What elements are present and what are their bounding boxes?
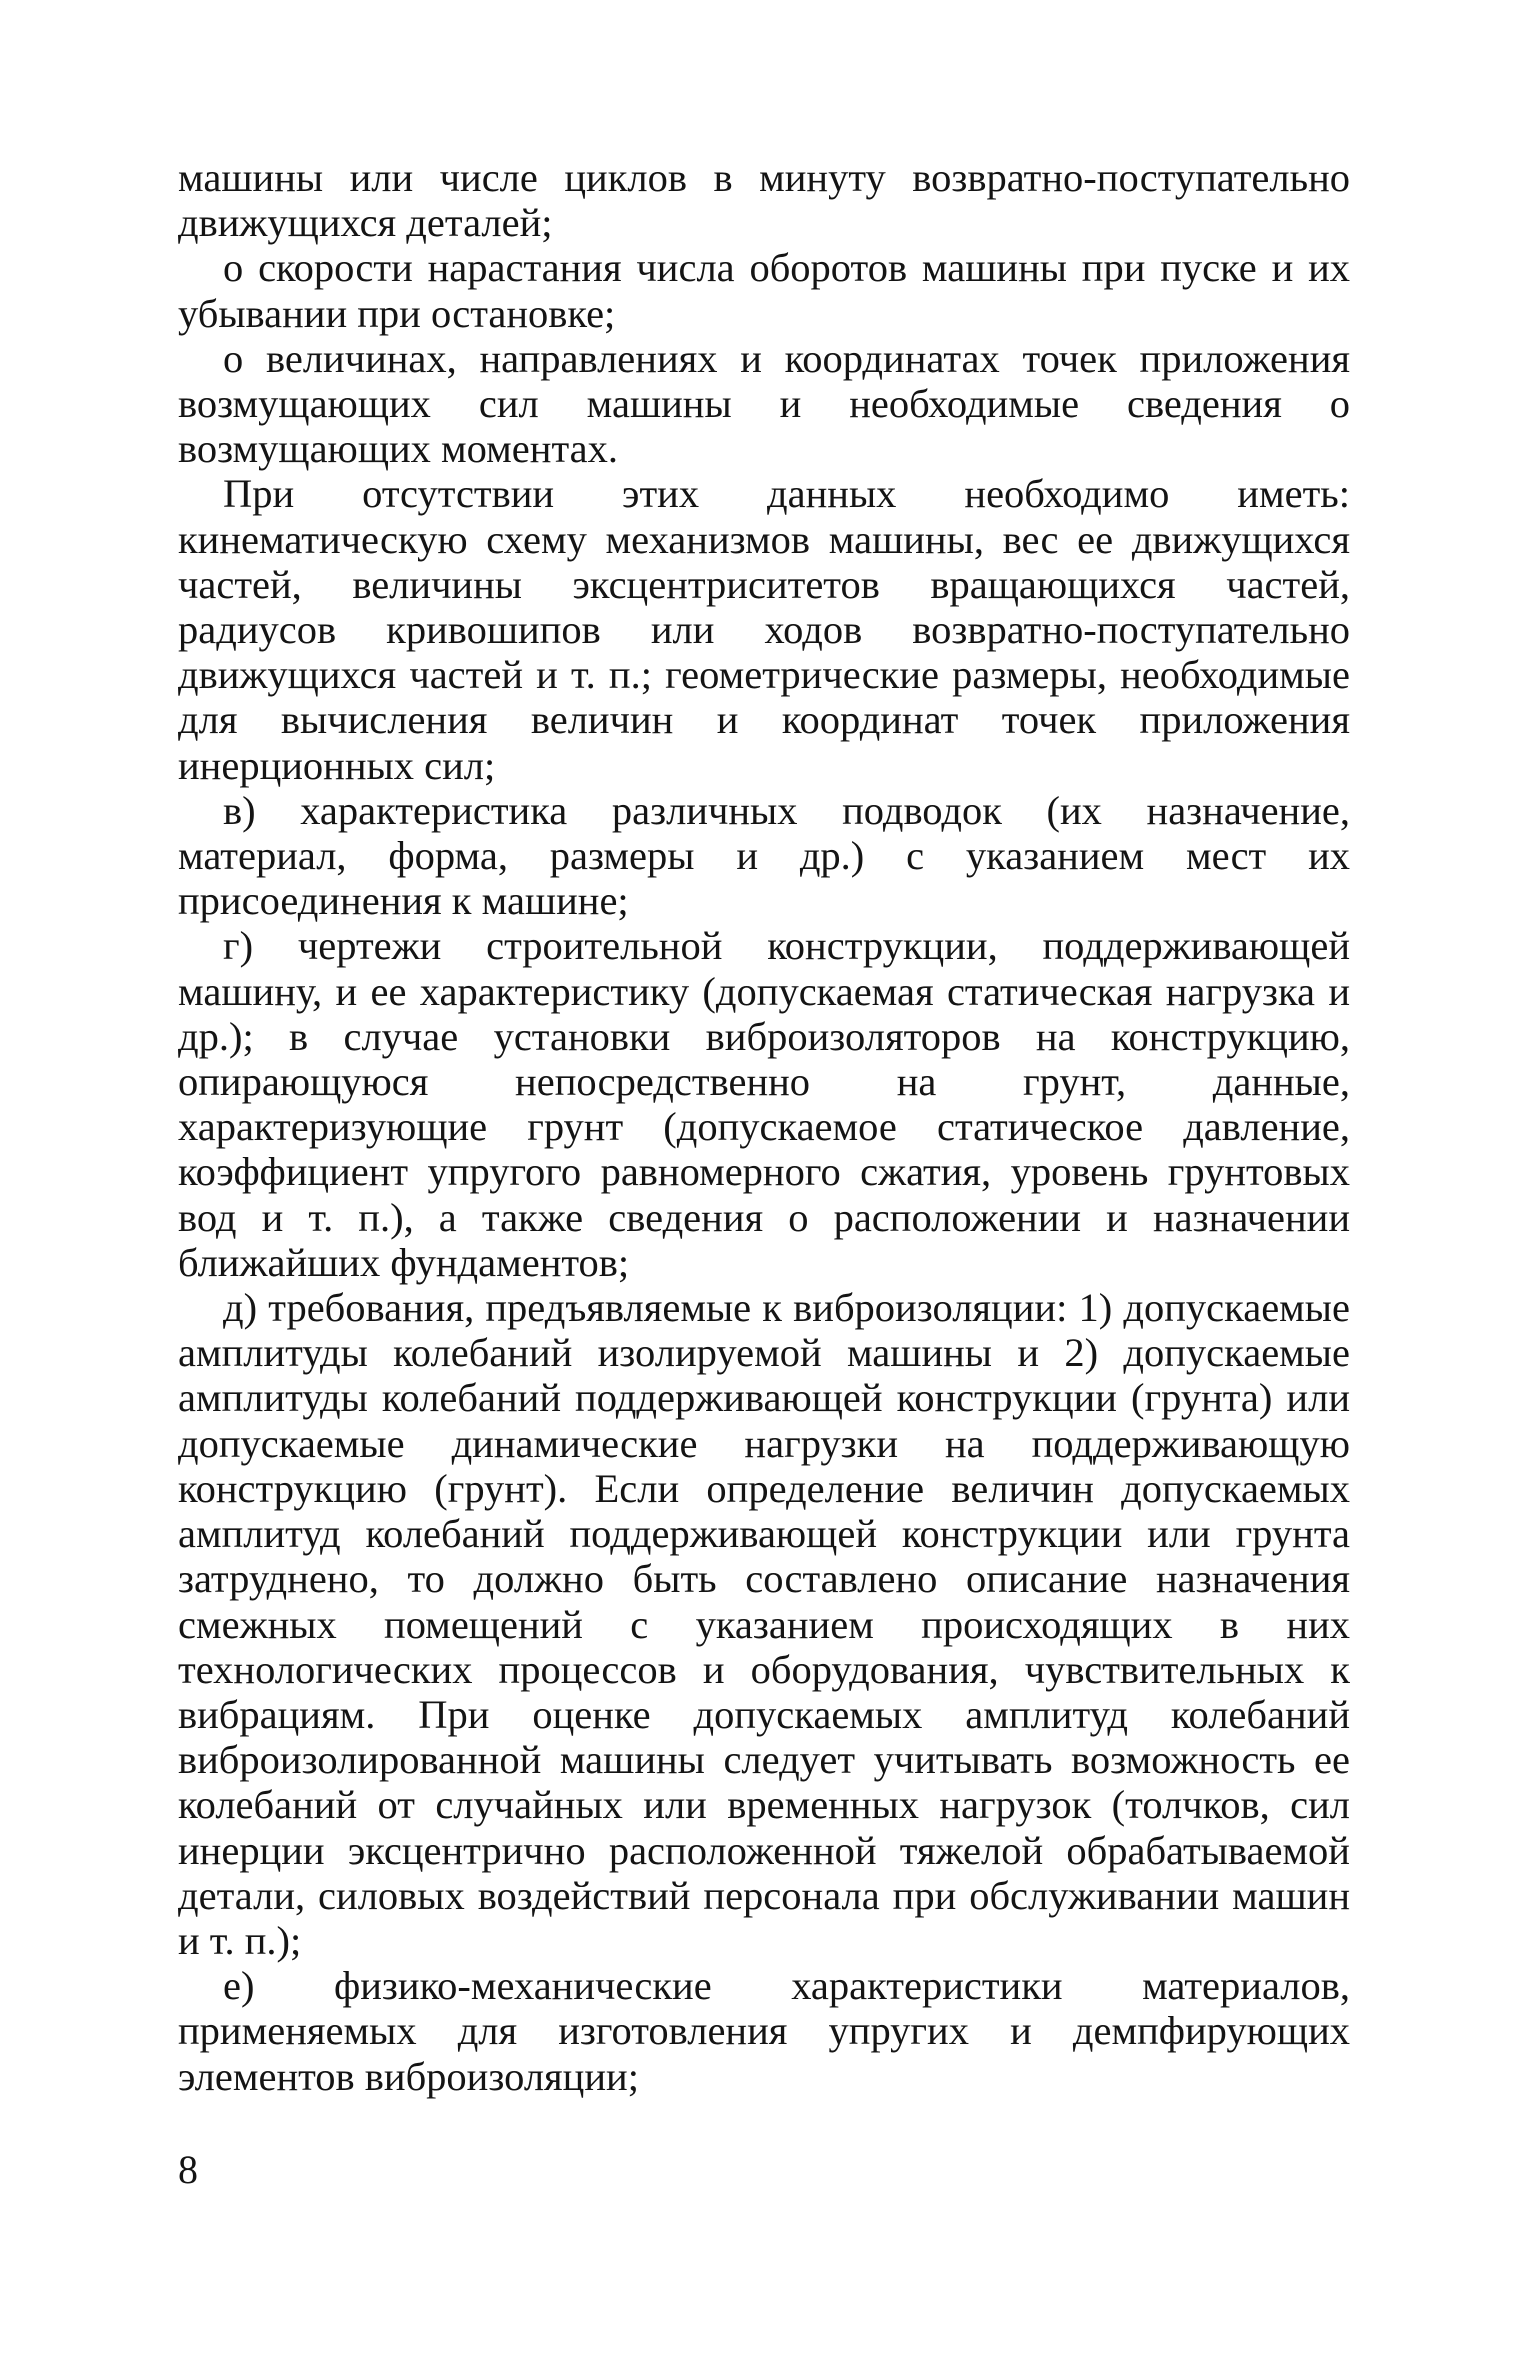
paragraph-item-v: в) характеристика различных подводок (их назначение, материал, форма, размеры и др.) с указанием мест их присоединения к машине;	[178, 787, 1350, 924]
body-text	[178, 155, 1350, 2099]
paragraph-item-d: д) требования, предъявляемые к виброизоляции: 1) допускаемые амплитуды колебаний изолируемой машины и 2) допускаемые амплитуды колебаний поддерживающей конструкции (грунта) или допускаемые динамические нагрузки на поддерживающую конструкцию (грунт). Если определение величин допускаемых амплитуд колебаний поддерживающей конструкции или грунта затруднено, то должно быть составлено описание назначения смежных помещений с указанием происходящих в них технологических процессов и оборудования, чувствительных к вибрациям. При оценке допускаемых амплитуд колебаний виброизолированной машины следует учитывать возможность ее колебаний от случайных или временных нагрузок (толчков, сил инерции эксцентрично расположенной тяжелой обрабатываемой детали, силовых воздействий персонала при обслуживании машин и т. п.);	[178, 1285, 1350, 1963]
paragraph-item-e: е) физико-механические характеристики материалов, применяемых для изготовления упругих и демпфирующих элементов виброизоляции;	[178, 1963, 1350, 2099]
paragraph-missing-data: При отсутствии этих данных необходимо иметь: кинематическую схему механизмов машины, вес ее движущихся частей, величины эксцентриситетов вращающихся частей, радиусов кривошипов или ходов возвратно-поступательно движущихся частей и т. п.; геометрические размеры, необходимые для вычисления величин и координат точек приложения инерционных сил;	[178, 471, 1350, 788]
page-number: 8	[178, 2147, 198, 2192]
paragraph-item-g: г) чертежи строительной конструкции, поддерживающей машину, и ее характеристику (допускаемая статическая нагрузка и др.); в случае установки виброизоляторов на конструкцию, опирающуюся непосредственно на грунт, данные, характеризующие грунт (допускаемое статическое давление, коэффициент упругого равномерного сжатия, уровень грунтовых вод и т. п.), а также сведения о расположении и назначении ближайших фундаментов;	[178, 923, 1350, 1285]
paragraph-continuation: машины или числе циклов в минуту возвратно-поступательно движущихся деталей;	[178, 155, 1350, 246]
paragraph-rpm-rise: о скорости нарастания числа оборотов машины при пуске и их убывании при остановке;	[178, 245, 1350, 336]
paragraph-forces: о величинах, направлениях и координатах точек приложения возмущающих сил машины и необходимые сведения о возмущающих моментах.	[178, 335, 1350, 472]
